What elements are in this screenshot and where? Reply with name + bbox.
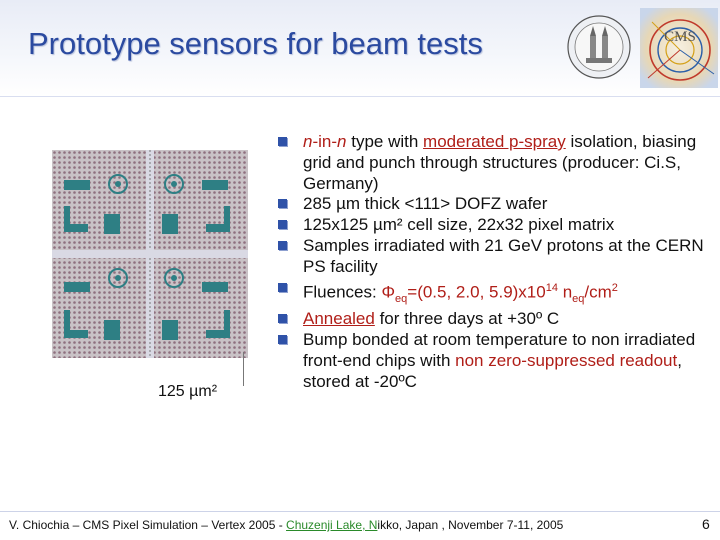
footer-text [9, 518, 563, 532]
slide-title: Prototype sensors for beam tests [28, 26, 483, 61]
bullet-text: 2 [611, 281, 618, 294]
bullet-text: 125x125 µm² cell size, 22x32 pixel matrix [303, 215, 615, 235]
header-divider [0, 96, 720, 97]
bullet-text: 14 [545, 281, 558, 294]
pixel-sensor-diagram [52, 150, 248, 358]
bullet-square-icon [278, 199, 287, 208]
bullet-text: /cm [584, 282, 612, 302]
bullet-square-icon [278, 283, 287, 292]
bullet-text: non zero-suppressed readout [455, 351, 678, 371]
footer-location-link[interactable]: Chuzenji Lake, N [286, 518, 378, 532]
bullet-item [278, 215, 708, 236]
bullet-text: isolation, biasing grid and punch through structures (producer: Ci.S, Germany) [303, 132, 697, 193]
bullet-text: moderated p-spray [423, 132, 566, 151]
cms-logo-text: CMS [664, 29, 696, 45]
bullet-text: Samples irradiated with 21 GeV protons at the CERN PS facility [303, 235, 704, 276]
bullet-text: for three days at +30º C [374, 309, 560, 329]
footer-text-before: V. Chiochia – CMS Pixel Simulation – Vertex 2005 - [9, 518, 287, 532]
bullet-text: n [337, 132, 347, 151]
dimension-line [243, 352, 244, 386]
page-number: 6 [702, 516, 710, 532]
bullet-square-icon [278, 314, 287, 323]
bullet-text: Annealed [303, 309, 375, 329]
bullet-item [278, 132, 708, 194]
bullet-item [278, 194, 708, 215]
bullet-text: eq [572, 292, 585, 305]
bullet-text: Bump bonded at room temperature to non irradiated front-end chips with [303, 330, 696, 371]
bullet-item [278, 278, 708, 310]
bullet-item [278, 309, 708, 330]
bullet-text: Φ [381, 282, 396, 302]
sensor-size-caption: 125 µm² [158, 383, 218, 400]
bullet-square-icon [278, 335, 287, 344]
bullet-square-icon [278, 220, 287, 229]
bullet-text: =(0.5, 2.0, 5.9)x10 [407, 282, 546, 302]
university-seal-logo [566, 14, 632, 80]
bullet-item [278, 330, 708, 392]
cms-logo [640, 8, 718, 88]
bullet-text: eq [395, 292, 408, 305]
bullet-text: type with [346, 132, 424, 151]
bullet-text: Fluences: [303, 282, 382, 302]
bullet-square-icon [278, 241, 287, 250]
footer-divider [0, 511, 720, 512]
bullet-square-icon [278, 137, 287, 146]
bullet-text: 285 µm thick <111> DOFZ wafer [303, 194, 548, 214]
bullet-text: n [303, 132, 313, 151]
bullet-text: , stored at -20ºC [303, 351, 682, 391]
bullet-text: n [557, 282, 573, 302]
bullet-item [278, 236, 708, 278]
bullet-text: -in- [312, 132, 338, 151]
bullet-list [278, 132, 708, 393]
footer-text-after: ikko, Japan , November 7-11, 2005 [377, 518, 564, 532]
